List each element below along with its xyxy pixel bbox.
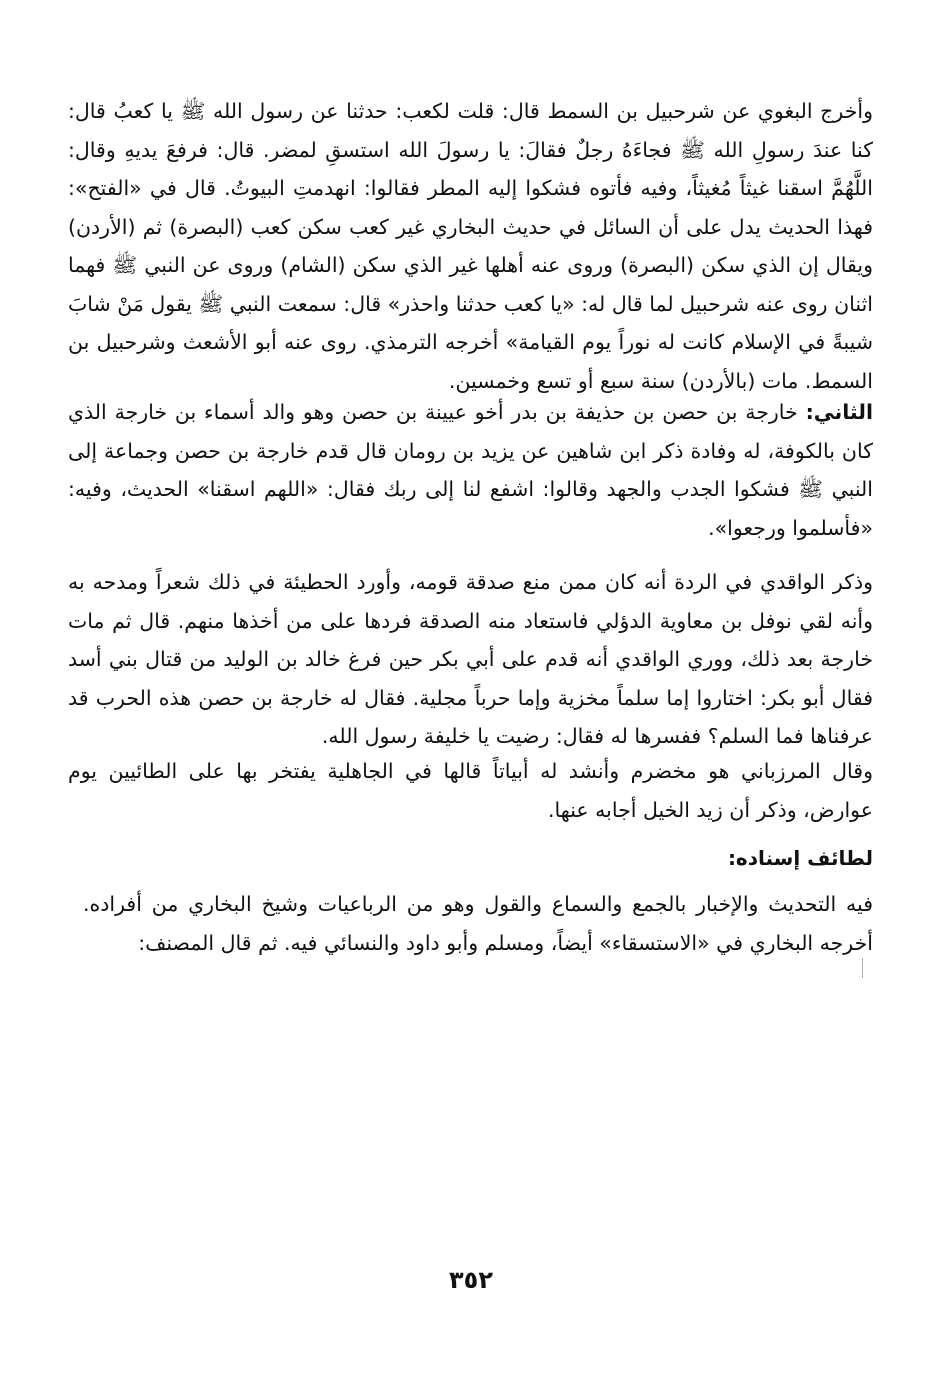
paragraph-marzubani: وقال المرزباني هو مخضرم وأنشد له أبياتاً قالها في الجاهلية يفتخر بها على الطائيين يوم عوارض، وذكر أن زيد الخيل أجابه عنها.: [68, 759, 873, 822]
page-number: ٣٥٢: [449, 1266, 493, 1294]
section-heading-isnad: لطائف إسناده:: [727, 846, 873, 870]
paragraph-waqidi-ridda: وذكر الواقدي في الردة أنه كان ممن منع صدقة قومه، وأورد الحطيئة في ذلك شعراً ومدحه به وأنه لقي نوفل بن معاوية الدؤلي فاستعاد منه الصدقة فردها على من أخذها منهم. قال ثم مات خارجة بعد ذلك، ووري الواقدي أنه قدم على أبي بكر حين فرغ خالد بن الوليد من قتال بني أسد فقال أبو بكر: اختاروا إما سلماً مخزية وإما حرباً مجلية. فقال له خارجة بن حصن هذه الحرب قد عرفناها فما السلم؟ ففسرها له فقال: رضيت يا خليفة رسول الله.: [68, 570, 873, 748]
margin-mark: [862, 958, 863, 978]
paragraph-lead-word: الثاني:: [805, 400, 873, 424]
paragraph-isnad-notes: فيه التحديث والإخبار بالجمع والسماع والقول وهو من الرباعيات وشيخ البخاري من أفراده. أخرجه البخاري في «الاستسقاء» أيضاً، ومسلم وأبو داود والنسائي فيه. ثم قال المصنف:: [83, 892, 873, 955]
paragraph-baghawi-narration: وأخرج البغوي عن شرحبيل بن السمط قال: قلت لكعب: حدثنا عن رسول الله ﷺ يا كعبُ قال: كنا عندَ رسولِ الله ﷺ فجاءَهُ رجلٌ فقالَ: يا رسولَ الله استسقِ لمضر. قال: فرفعَ يديهِ وقال: اللَّهُمَّ اسقنا غيثاً مُغيثاً، وفيه فأتوه فشكوا إليه المطر فقالوا: انهدمتِ البيوتُ. قال في «الفتح»: فهذا الحديث يدل على أن السائل في حديث البخاري غير كعب سكن كعب (البصرة) ثم (الأردن) ويقال إن الذي سكن (البصرة) وروى عنه أهلها غير الذي سكن (الشام) وروى عن النبي ﷺ فهما اثنان روى عنه شرحبيل لما قال له: «يا كعب حدثنا واحذر» قال: سمعت النبي ﷺ يقول مَنْ شابَ شيبةً في الإسلام كانت له نوراً يوم القيامة» أخرجه الترمذي. روى عنه أبو الأشعث وشرحبيل بن السمط. مات (بالأردن) سنة سبع أو تسع وخمسين.: [68, 99, 873, 393]
paragraph-body: خارجة بن حصن بن حذيفة بن بدر أخو عيينة بن حصن وهو والد أسماء بن خارجة الذي كان بالكوفة، له وفادة ذكر ابن شاهين عن يزيد بن رومان قال قدم خارجة بن حصن وجماعة إلى النبي ﷺ فشكوا الجدب والجهد وقالوا: اشفع لنا إلى ربك فقال: «اللهم اسقنا» الحديث، وفيه: «فأسلموا ورجعوا».: [68, 400, 873, 540]
paragraph-second-kharija: [68, 393, 873, 547]
